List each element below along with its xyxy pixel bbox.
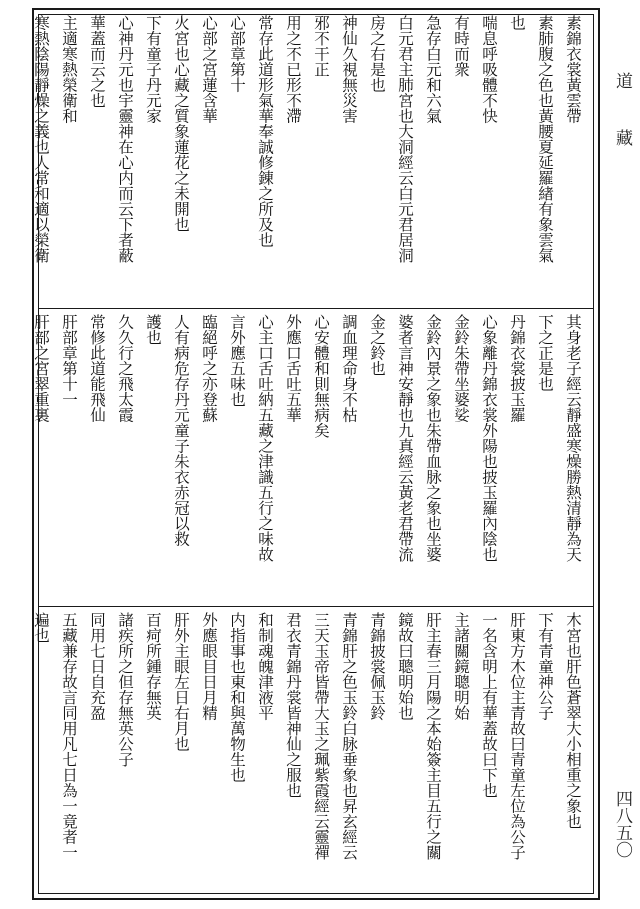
text-column: 青錦肝之色玉鈴白脉垂象也昇玄經云 xyxy=(340,612,358,860)
text-column: 有時而衆 xyxy=(452,15,470,77)
text-column: 遍也 xyxy=(32,612,50,643)
text-column: 和制魂魄津液平 xyxy=(256,612,274,721)
text-column: 君衣青錦丹裳皆神仙之服也 xyxy=(284,612,302,798)
text-column: 房之右是也 xyxy=(368,15,386,93)
text-column: 調血理命身不枯 xyxy=(340,314,358,423)
text-column: 邪不干正 xyxy=(312,15,330,77)
text-column: 金鈴內景之象也朱帶血脉之象也坐婆 xyxy=(424,314,442,562)
text-column: 神仙久視無災害 xyxy=(340,15,358,124)
text-column: 寒熱陰陽靜燥之義也人常和適以榮衛 xyxy=(32,15,50,263)
text-column: 肝東方木位主青故曰青童左位為公子 xyxy=(508,612,526,860)
text-column: 婆者言神安靜也九真經云黃老君帶流 xyxy=(396,314,414,562)
text-column: 心神丹元也宇靈神在心内而云下者蔽 xyxy=(116,15,134,263)
text-column: 心象離丹錦衣裳外陽也披玉羅內陰也 xyxy=(480,314,498,562)
text-column: 急存白元和六氣 xyxy=(424,15,442,124)
text-column: 一名含明上有華蓋故曰下也 xyxy=(480,612,498,798)
text-column: 外應眼目日月精 xyxy=(200,612,218,721)
text-column: 華蓋而云之也 xyxy=(88,15,106,108)
register-top xyxy=(32,15,593,308)
text-column: 護也 xyxy=(144,314,162,345)
text-column: 主適寒熱榮衛和 xyxy=(60,15,78,124)
text-column: 内指事也東和與萬物生也 xyxy=(228,612,246,783)
text-column: 白元君主肺宮也大洞經云白元君居洞 xyxy=(396,15,414,263)
text-column: 其身老子經云靜盛寒燥勝熱清靜為天 xyxy=(564,314,582,562)
text-column: 外應口舌吐五華 xyxy=(284,314,302,423)
margin-title: 道藏 xyxy=(612,72,632,186)
text-column: 金鈴朱帶坐婆娑 xyxy=(452,314,470,423)
text-column: 人有病危存丹元童子朱衣赤冠以救 xyxy=(172,314,190,547)
text-column: 素肺腹之色也黃腰夏延羅緖有象雲氣 xyxy=(536,15,554,263)
text-column: 肝主春三月陽之本始簽主目五行之關 xyxy=(424,612,442,860)
text-column: 心主口舌吐納五藏之津識五行之味故 xyxy=(256,314,274,562)
text-column: 五藏兼存故言同用凡七日為一竟者一 xyxy=(60,612,78,860)
text-column: 下有童子丹元家 xyxy=(144,15,162,124)
text-column: 百疴所鍾存無英 xyxy=(144,612,162,721)
text-column: 用之不已形不滯 xyxy=(284,15,302,124)
text-column: 三天玉帝皆帶大玉之珮紫霞經云靈禪 xyxy=(312,612,330,860)
text-column: 常存此道形氣華奉誠修錬之所及也 xyxy=(256,15,274,248)
text-columns xyxy=(27,314,587,607)
text-column: 臨絕呼之亦登蘇 xyxy=(200,314,218,423)
text-column: 久久行之飛太霞 xyxy=(116,314,134,423)
text-column: 青錦披裳佩玉鈴 xyxy=(368,612,386,721)
page-frame xyxy=(32,8,600,900)
text-column: 諸疾所之但存無英公子 xyxy=(116,612,134,767)
register-divider-1 xyxy=(39,308,593,309)
text-column: 肝部章第十一 xyxy=(60,314,78,407)
text-column: 下之正是也 xyxy=(536,314,554,392)
text-column: 也 xyxy=(508,15,526,31)
text-column: 同用七日自充盈 xyxy=(88,612,106,721)
text-column: 心安體和則無病矣 xyxy=(312,314,330,438)
text-column: 丹錦衣裳披玉羅 xyxy=(508,314,526,423)
page-number: 四八五〇 xyxy=(612,790,632,858)
text-column: 肝部之宮翠重裏 xyxy=(32,314,50,423)
text-column: 言外應五味也 xyxy=(228,314,246,407)
text-column: 主諸關鏡聰明始 xyxy=(452,612,470,721)
text-column: 心部之宮蓮含華 xyxy=(200,15,218,124)
text-column: 常修此道能飛仙 xyxy=(88,314,106,423)
text-column: 鏡故曰聰明始也 xyxy=(396,612,414,721)
register-bottom xyxy=(32,612,593,905)
text-column: 心部章第十 xyxy=(228,15,246,93)
text-column: 素錦衣裳黃雲帶 xyxy=(564,15,582,124)
register-middle xyxy=(32,314,593,607)
text-column: 喘息呼吸體不快 xyxy=(480,15,498,124)
text-columns xyxy=(27,612,587,905)
text-column: 木宮也肝色蒼翠大小相重之象也 xyxy=(564,612,582,829)
text-columns xyxy=(27,15,587,308)
text-column: 肝外主眼左日右月也 xyxy=(172,612,190,752)
text-column: 火宮也心藏之質象蓮花之未開也 xyxy=(172,15,190,232)
text-column: 金之鈴也 xyxy=(368,314,386,376)
text-column: 下有青童神公子 xyxy=(536,612,554,721)
